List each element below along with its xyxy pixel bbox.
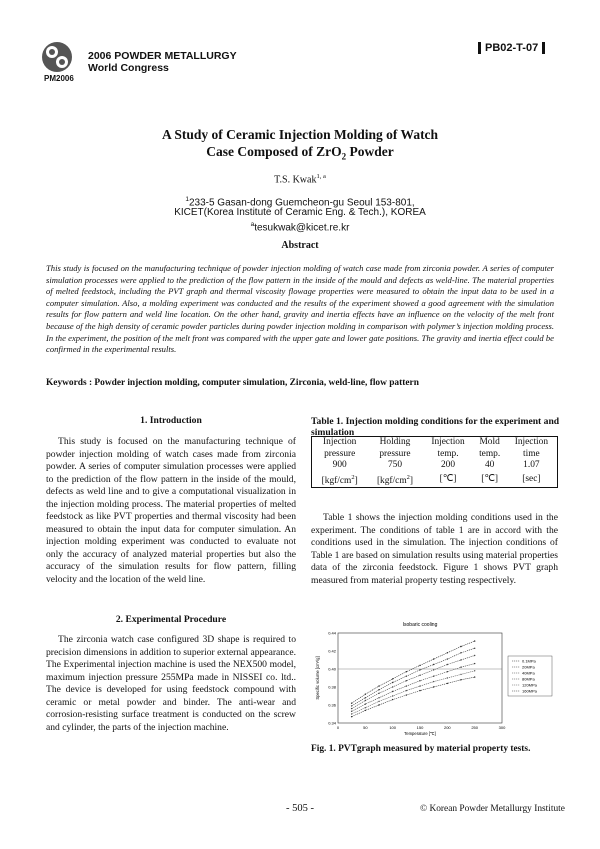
table-cell: Injection xyxy=(323,437,357,447)
table-cell: 900 xyxy=(332,460,347,470)
series-line xyxy=(352,677,475,717)
data-point xyxy=(419,690,420,691)
data-point xyxy=(419,680,420,681)
data-point xyxy=(433,669,434,670)
table-cell: Injection xyxy=(514,437,549,447)
copyright: © Korean Powder Metallurgy Institute xyxy=(420,804,565,814)
y-tick-label: 0.42 xyxy=(328,648,336,654)
data-point xyxy=(474,648,475,649)
x-tick-label: 250 xyxy=(471,725,479,730)
author: T.S. Kwak$^{1, a}$ xyxy=(274,173,326,186)
table-cell: 750 xyxy=(387,460,402,470)
data-point xyxy=(378,697,379,698)
series-line xyxy=(352,656,475,709)
conference-name: 2006 POWDER METALLURGY xyxy=(88,50,237,62)
table-cell: 1.07 xyxy=(523,460,540,470)
table-cell: 40 xyxy=(484,460,495,470)
data-point xyxy=(365,700,366,701)
logo-text: PM2006 xyxy=(44,74,74,83)
data-point xyxy=(460,659,461,660)
table-row xyxy=(312,437,558,449)
y-tick-label: 0.40 xyxy=(328,666,336,672)
data-point xyxy=(392,678,393,679)
x-tick-label: 0 xyxy=(336,725,340,730)
data-point xyxy=(392,695,393,696)
legend-label: 120MPa xyxy=(522,682,537,688)
data-point xyxy=(351,713,352,714)
data-point xyxy=(378,689,379,690)
data-point xyxy=(365,710,366,711)
legend-label: 20MPa xyxy=(522,664,535,670)
table-cell: pressure xyxy=(324,448,356,459)
data-point xyxy=(406,671,407,672)
legend-label: 80MPa xyxy=(522,676,535,682)
data-point xyxy=(460,652,461,653)
data-point xyxy=(460,679,461,680)
table-cell: Injection xyxy=(431,437,465,447)
table-caption: Table 1. Injection molding conditions for the experiment and simulation xyxy=(311,416,560,438)
data-point xyxy=(419,665,420,666)
affiliation-line2: KICET(Korea Institute of Ceramic Eng. & Tech.), KOREA xyxy=(174,207,426,218)
data-point xyxy=(460,667,461,668)
data-point xyxy=(406,676,407,677)
data-point xyxy=(406,680,407,681)
abstract-heading: Abstract xyxy=(281,240,319,251)
pvt-chart xyxy=(312,617,559,737)
abstract-text: This study is focused on the manufacturing technique of powder injection molding of watch case made from zirconia powder. A series of computer simulation processes were applied to the prediction of the flow pattern in the inside of the mould and defects as weld-line. The material properties of melted feedstock, including the PVT graph and thermal viscosity flowage properties were measured to obtain the input data to be used in a computer simulation. Also, a molding experiment was conducted and the results of the experiment showed a good agreement with the simulation results for flow pattern and weld line location. On the other hand, gravity and inertia effects have an influence on the velocity of the melt front because of the high density of ceramic powder particles during powder injection molding in comparison with polymer’s injection molding process. In the experiment, the position of the melt front was compared with the upper gate and lower gate positions. The gravity and inertia effect could be confirmed in the experimental results. xyxy=(46,263,554,355)
paper-title-line1: A Study of Ceramic Injection Molding of Watch xyxy=(161,127,439,142)
legend-label: 0.1MPa xyxy=(522,658,536,664)
data-point xyxy=(433,681,434,682)
y-tick-label: 0.44 xyxy=(328,630,336,636)
keywords: Keywords : Powder injection molding, computer simulation, Zirconia, weld-line, flow pattern xyxy=(46,378,419,388)
data-point xyxy=(365,697,366,698)
data-point xyxy=(378,693,379,694)
table-cell: $[kgf/cm^2]$ xyxy=(321,473,358,486)
legend-label: 160MPa xyxy=(522,688,537,694)
data-point xyxy=(378,685,379,686)
y-axis-label: Specific volume [cm³/g] xyxy=(315,656,320,700)
table-row xyxy=(312,449,558,461)
table-row xyxy=(312,460,558,472)
series-line xyxy=(352,664,475,712)
data-point xyxy=(351,705,352,706)
conference-subtitle: World Congress xyxy=(88,62,169,74)
data-point xyxy=(406,690,407,691)
table-cell: [sec] xyxy=(522,473,541,484)
chart-title: Isobaric cooling xyxy=(402,622,438,628)
data-point xyxy=(447,671,448,672)
series-line xyxy=(352,648,475,706)
table-cell: [℃] xyxy=(439,473,457,484)
x-tick-label: 50 xyxy=(363,725,368,730)
series-line xyxy=(352,641,475,703)
data-point xyxy=(365,703,366,704)
data-point xyxy=(447,652,448,653)
data-point xyxy=(392,691,393,692)
introduction-text: This study is focused on the manufacturing technique of powder injection molding of watch cases made from zirconia powder. A series of computer simulation processes were applied to the prediction of the flow pattern in the inside of the mould, defects as weld line and to give a computational visualization in the injection molding process. The material properties of melted feedstock as like PVT properties and thermal viscosity had been measured to obtain the input data for computer simulation. An injection molding experiment was conducted to evaluate not only the accuracy of analyzed material properties but also the accuracy of the simulation results for flow pattern, filling velocity and the location of the weld line. xyxy=(46,436,296,585)
series-line xyxy=(352,671,475,714)
y-tick-label: 0.38 xyxy=(328,684,336,690)
author-email: $^a$tesukwak@kicet.re.kr xyxy=(250,221,350,234)
experimental-text: The zirconia watch case configured 3D shape is required to precision dimensions in addition to superior external appearance. The Experimental injection machine is used the NEX500 model, maximum injection pressure 255MPa made in NISSEI co. ltd.. The device is developed for using feedstock compound with ceramic or metal powder and binder. The anti-wear and corrosion-resisting surface treatment is conducted on the screw and cylinder, the parts of the injection machine. xyxy=(46,634,296,733)
data-point xyxy=(460,674,461,675)
data-point xyxy=(392,686,393,687)
page-number: - 505 - xyxy=(286,803,314,814)
table-cell: $[kgf/cm^2]$ xyxy=(376,473,413,486)
table-cell: Holding xyxy=(379,437,411,447)
table-cell: 200 xyxy=(440,460,456,470)
data-point xyxy=(378,704,379,705)
data-point xyxy=(447,683,448,684)
table-cell: [℃] xyxy=(481,473,499,484)
injection-conditions-table xyxy=(311,436,558,488)
data-point xyxy=(419,685,420,686)
data-point xyxy=(474,655,475,656)
data-point xyxy=(447,664,448,665)
data-point xyxy=(351,716,352,717)
x-tick-label: 150 xyxy=(416,725,424,730)
plot-frame xyxy=(338,633,502,723)
table-discussion-text: Table 1 shows the injection molding conditions used in the experiment. The conditions of table 1 are in accord with the conditions used in the simulation. The injection conditions of Table 1 are based on simulation results using material properties data of the zirconia feedstock. Figure 1 shows PVT graph measured from material property testing respectively. xyxy=(311,512,558,586)
data-point xyxy=(392,682,393,683)
data-point xyxy=(433,658,434,659)
y-tick-label: 0.36 xyxy=(328,702,336,708)
table-cell: Mold xyxy=(479,437,500,447)
affiliation-line1: $^1$233-5 Gasan-dong Guemcheon-gu Seoul 153-801, xyxy=(185,196,415,209)
x-tick-label: 300 xyxy=(498,725,506,730)
data-point xyxy=(351,711,352,712)
data-point xyxy=(433,664,434,665)
x-tick-label: 200 xyxy=(443,725,451,730)
figure-caption: Fig. 1. PVTgraph measured by material property tests. xyxy=(311,744,531,754)
data-point xyxy=(378,701,379,702)
data-point xyxy=(447,658,448,659)
table-cell: temp. xyxy=(479,448,501,459)
data-point xyxy=(365,707,366,708)
paper-code: PB02-T-07 xyxy=(478,42,545,54)
table-cell: pressure xyxy=(379,448,411,459)
table-row xyxy=(312,472,558,488)
legend-label: 40MPa xyxy=(522,670,535,676)
data-point xyxy=(351,708,352,709)
paper-title-line2: Case Composed of ZrO$_2$ Powder xyxy=(206,144,394,162)
data-point xyxy=(474,663,475,664)
table-cell: temp. xyxy=(437,448,459,459)
data-point xyxy=(474,640,475,641)
data-point xyxy=(474,670,475,671)
experimental-heading: 2. Experimental Procedure xyxy=(115,614,227,625)
table-cell: time xyxy=(523,448,540,459)
data-point xyxy=(406,694,407,695)
data-point xyxy=(365,694,366,695)
data-point xyxy=(406,685,407,686)
data-point xyxy=(460,646,461,647)
data-point xyxy=(433,676,434,677)
data-point xyxy=(474,676,475,677)
data-point xyxy=(447,677,448,678)
y-tick-label: 0.34 xyxy=(328,720,336,726)
congress-logo xyxy=(40,40,74,74)
data-point xyxy=(392,699,393,700)
data-point xyxy=(419,675,420,676)
data-point xyxy=(433,686,434,687)
introduction-heading: 1. Introduction xyxy=(140,415,202,426)
data-point xyxy=(419,669,420,670)
x-axis-label: Temperature [℃] xyxy=(404,731,436,736)
data-point xyxy=(351,703,352,704)
x-tick-label: 100 xyxy=(389,725,397,730)
